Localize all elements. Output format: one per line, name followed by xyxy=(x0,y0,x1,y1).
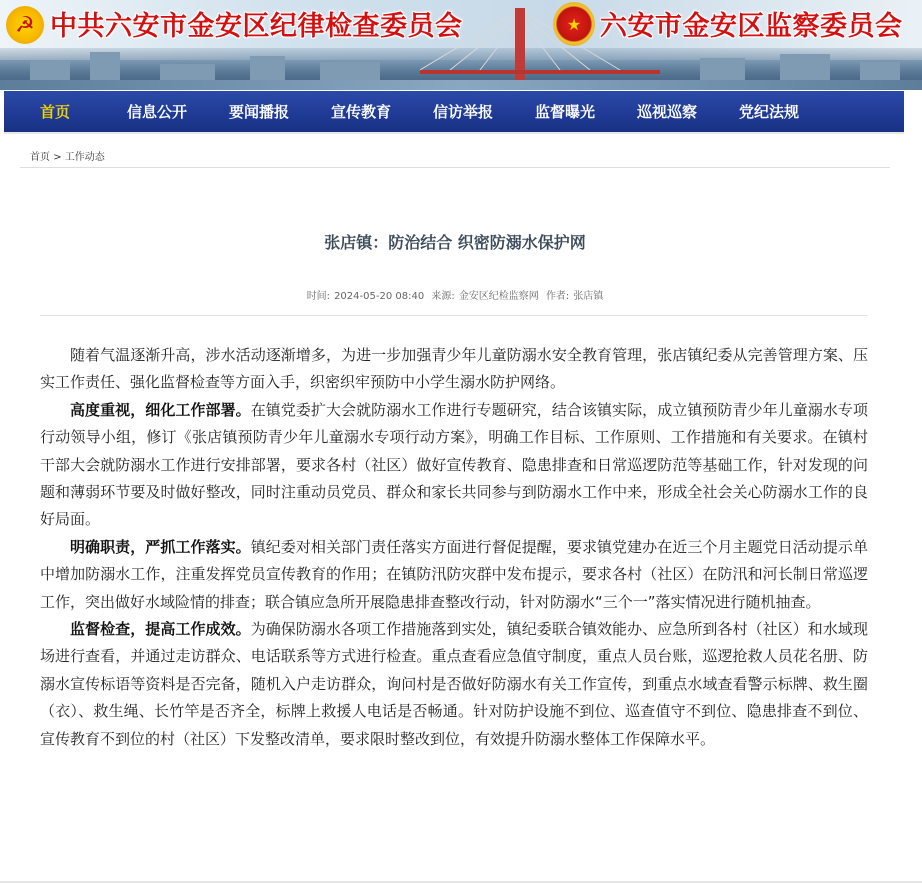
article-title: 张店镇：防治结合 织密防溺水保护网 xyxy=(324,233,586,252)
paragraph-lead: 高度重视，细化工作部署。 xyxy=(70,400,251,419)
banner-building xyxy=(780,54,830,82)
bridge-deck xyxy=(420,70,660,74)
paragraph-text: 在镇党委扩大会就防溺水工作进行专题研究，结合该镇实际，成立镇预防青少年儿童溺水专项行动领导小组，修订《张店镇预防青少年儿童溺水专项行动方案》，明确工作目标、工作原则、工作措施和有关要求。在镇村干部大会就防溺水工作进行安排部署，要求各村（社区）做好宣传教育、隐患排查和日常巡逻防范等基础工作，针对发现的问题和薄弱环节要及时做好整改，同时注重动员党员、群众和家长共同参与到防溺水工作中来，形成全社会关心防溺水工作的良好局面。 xyxy=(40,400,868,529)
header-banner xyxy=(0,0,922,90)
paragraph-text: 镇纪委对相关部门责任落实方面进行督促提醒，要求镇党建办在近三个月主题党日活动提示单中增加防溺水工作，注重发挥党员宣传教育的作用；在镇防汛防灾群中发布提示，要求各村（社区）在防汛和河长制日常巡逻工作，突出做好水域险情的排查；联合镇应急所开展隐患排查整改行动，针对防溺水“三个一”落实情况进行随机抽查。 xyxy=(40,537,868,611)
bridge-tower xyxy=(515,8,525,86)
meta-source-value: 金安区纪检监察网 xyxy=(458,291,539,302)
banner-river xyxy=(0,80,922,90)
paragraph-text: 为确保防溺水各项工作措施落到实处，镇纪委联合镇效能办、应急所到各村（社区）和水域现场进行查看，并通过走访群众、电话联系等方式进行检查。重点查看应急值守制度，重点人员台账，巡逻抢救人员花名册、防溺水宣传标语等资料是否完备，随机入户走访群众，询问村是否做好防溺水有关工作宣传，到重点水域查看警示标牌、救生圈（衣）、救生绳、长竹竿是否齐全，标牌上救援人电话是否畅通。针对防护设施不到位、巡查值守不到位、隐患排查不到位、宣传教育不到位的村（社区）下发整改清单，要求限时整改到位，有效提升防溺水整体工作保障水平。 xyxy=(40,620,868,748)
breadcrumb-divider xyxy=(20,167,890,168)
paragraph-lead: 明确职责，严抓工作落实。 xyxy=(70,537,251,556)
meta-author-value: 张店镇 xyxy=(573,291,604,302)
banner-building xyxy=(700,58,745,82)
meta-source-label: 来源: xyxy=(431,291,455,302)
nav-item-info-disclosure[interactable]: 信息公开 xyxy=(126,103,187,121)
banner-title-right: 六安市金安区监察委员会 xyxy=(600,11,903,42)
nav-item-home[interactable]: 首页 xyxy=(39,103,70,121)
main-nav xyxy=(4,91,904,132)
content-panel xyxy=(20,140,890,883)
banner-building xyxy=(90,52,120,82)
breadcrumb xyxy=(30,148,105,163)
article-body xyxy=(40,342,868,753)
nav-item-petition[interactable]: 信访举报 xyxy=(432,103,493,121)
article-paragraph xyxy=(40,534,868,616)
breadcrumb-separator: > xyxy=(53,152,62,163)
article-paragraph xyxy=(40,342,868,397)
banner-building xyxy=(250,56,285,82)
nav-item-news[interactable]: 要闻播报 xyxy=(228,103,289,121)
banner-building xyxy=(320,62,380,82)
breadcrumb-current-link[interactable]: 工作动态 xyxy=(64,152,105,163)
national-emblem-icon: ★ xyxy=(553,2,595,46)
article-paragraph xyxy=(40,616,868,753)
nav-item-regulations[interactable]: 党纪法规 xyxy=(738,103,799,121)
nav-divider xyxy=(4,132,904,134)
party-emblem-icon: ☭ xyxy=(6,6,44,44)
paragraph-text: 随着气温逐渐升高，涉水活动逐渐增多，为进一步加强青少年儿童防溺水安全教育管理，张店镇纪委从完善管理方案、压实工作责任、强化监督检查等方面入手，织密织牢预防中小学生溺水防护网络。 xyxy=(40,346,868,392)
meta-author-label: 作者: xyxy=(545,291,570,302)
article-meta xyxy=(20,287,890,302)
paragraph-lead: 监督检查，提高工作成效。 xyxy=(70,620,251,639)
nav-item-education[interactable]: 宣传教育 xyxy=(330,103,391,121)
meta-divider xyxy=(40,315,868,316)
banner-building xyxy=(860,62,900,82)
breadcrumb-home-link[interactable]: 首页 xyxy=(30,152,50,163)
nav-item-exposure[interactable]: 监督曝光 xyxy=(534,103,595,121)
nav-item-inspection[interactable]: 巡视巡察 xyxy=(636,103,697,121)
meta-time-value: 2024-05-20 08:40 xyxy=(334,291,425,302)
banner-building xyxy=(30,60,70,82)
article-paragraph xyxy=(40,397,868,534)
meta-time-label: 时间: xyxy=(306,291,331,302)
banner-title-left: 中共六安市金安区纪律检查委员会 xyxy=(50,11,463,42)
